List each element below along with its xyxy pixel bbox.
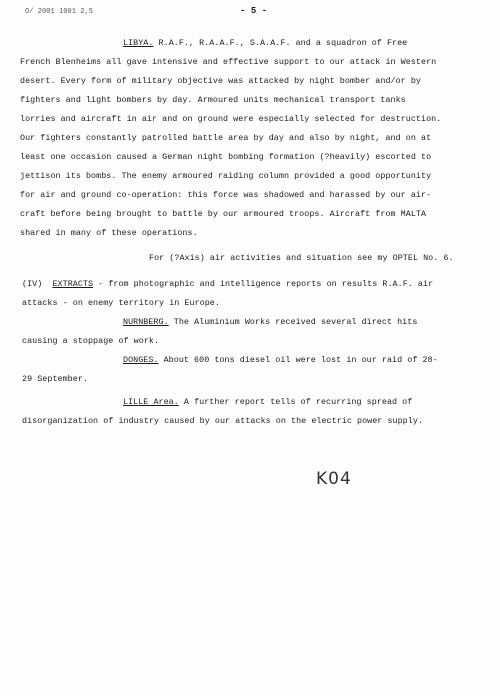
page-number: - 5 - [240,6,268,16]
donges-line-1: 29 September. [22,374,88,384]
libya-line-1: French Blenheims all gave intensive and effective support to our attack in Western [20,57,437,67]
libya-line-5: Our fighters constantly patrolled battle area by day and also by night, and on at [20,133,432,143]
handwritten-mark: K04 [316,469,352,489]
extracts-line-0: - from photographic and intelligence reports on results R.A.F. air [93,279,434,289]
donges-first-line [123,355,438,365]
nurnberg-line-1: causing a stoppage of work. [22,336,160,346]
libya-heading: LIBYA. [123,38,154,48]
donges-heading: DONGES. [123,355,159,365]
header-reference: O/ 2001 1001 2,5 [25,8,94,16]
libya-line-2: desert. Every form of military objective was attacked by night bomber and/or by [20,76,421,86]
libya-line-4: lorries and aircraft in air and on ground were especially selected for destruction. [20,114,442,124]
libya-line-6: least one occasion caused a German night bombing formation (?heavily) escorted to [20,152,432,162]
libya-line-8: for air and ground co-operation: this force was shadowed and harassed by our air- [20,190,432,200]
libya-first-line [123,38,407,48]
libya-line-7: jettison its bombs. The enemy armoured raiding column provided a good opportunity [20,171,432,181]
extracts-heading: EXTRACTS [52,279,94,289]
optel-note: For (?Axis) air activities and situation see my OPTEL No. 6. [149,253,454,263]
section-number: (IV) [22,279,43,289]
lille-first-line [123,397,412,407]
lille-line-0: A further report tells of recurring spread of [178,397,413,407]
nurnberg-first-line [123,317,417,327]
lille-line-1: disorganization of industry caused by our attacks on the electric power supply. [22,416,423,426]
libya-line-0: R.A.F., R.A.A.F., S.A.A.F. and a squadron of Free [153,38,408,48]
extracts-line-1: attacks - on enemy territory in Europe. [22,298,220,308]
libya-line-3: fighters and light bombers by day. Armoured units mechanical transport tanks [20,95,406,105]
libya-line-10: shared in many of these operations. [20,228,198,238]
lille-heading: LILLE Area. [123,397,179,407]
nurnberg-line-0: The Aluminium Works received several direct hits [168,317,418,327]
extracts-first-line [22,279,433,289]
libya-line-9: craft before being brought to battle by our armoured troops. Aircraft from MALTA [20,209,427,219]
nurnberg-heading: NURNBERG. [123,317,169,327]
donges-line-0: About 600 tons diesel oil were lost in our raid of 28- [158,355,438,365]
